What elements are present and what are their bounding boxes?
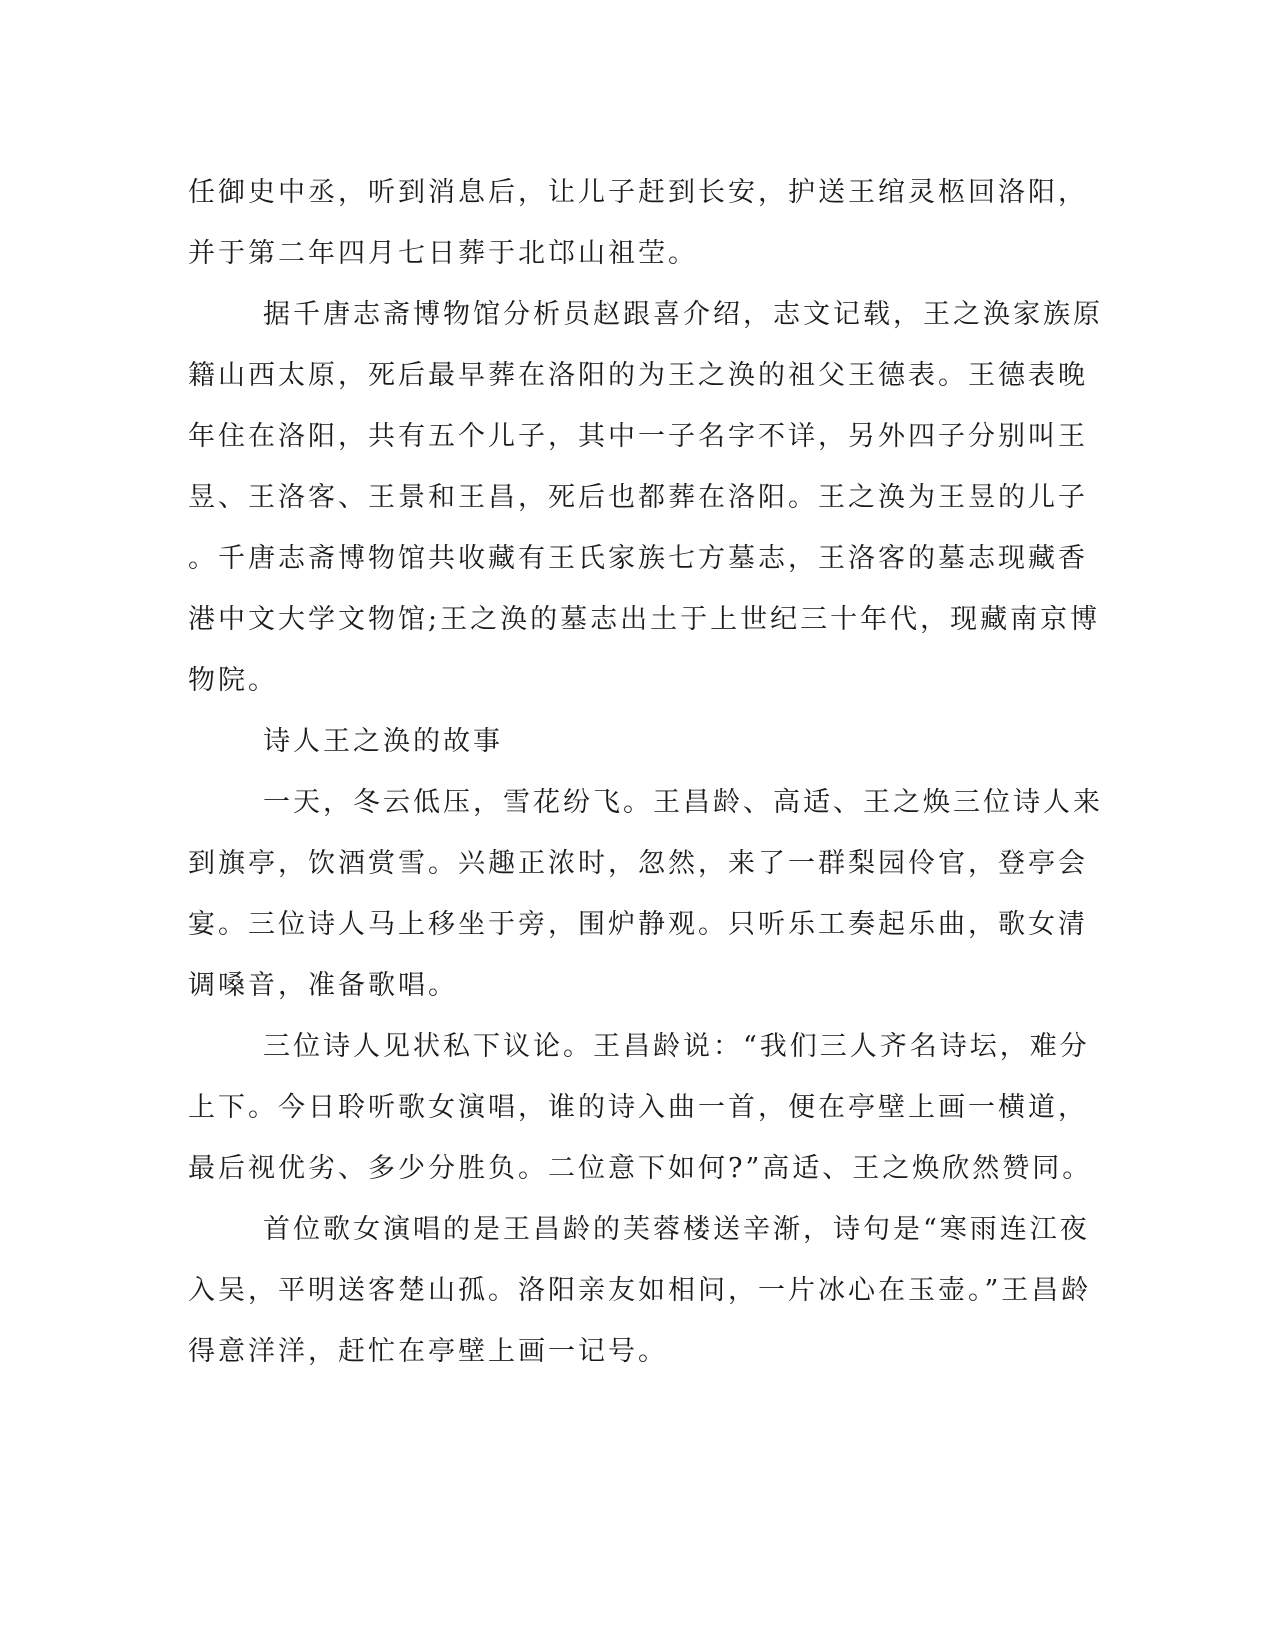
text-line: 到旗亭，饮酒赏雪。兴趣正浓时，忽然，来了一群梨园伶官，登亭会 — [188, 848, 1088, 879]
paragraph-2 — [188, 284, 1103, 711]
text-line: 籍山西太原，死后最早葬在洛阳的为王之涣的祖父王德表。王德表晚 — [188, 360, 1088, 391]
paragraph-4 — [188, 772, 1103, 1016]
text-line: 一天，冬云低压，雪花纷飞。王昌龄、高适、王之焕三位诗人来 — [263, 787, 1103, 818]
text-line: 据千唐志斋博物馆分析员赵跟喜介绍，志文记载，王之涣家族原 — [263, 299, 1103, 330]
text-line: 并于第二年四月七日葬于北邙山祖茔。 — [188, 238, 698, 269]
paragraph-1 — [188, 162, 1088, 284]
paragraph-5 — [188, 1016, 1093, 1199]
paragraph-6 — [188, 1199, 1092, 1382]
text-line: 物院。 — [188, 665, 278, 696]
text-line: 昱、王洛客、王景和王昌，死后也都葬在洛阳。王之涣为王昱的儿子 — [188, 482, 1088, 513]
text-line: 首位歌女演唱的是王昌龄的芙蓉楼送辛渐，诗句是“寒雨连江夜 — [263, 1214, 1090, 1245]
text-line: 得意洋洋，赶忙在亭壁上画一记号。 — [188, 1336, 668, 1367]
heading-text: 诗人王之涣的故事 — [263, 726, 503, 757]
document-body — [188, 162, 1103, 1382]
text-line: 调嗓音，准备歌唱。 — [188, 970, 458, 1001]
text-line: 上下。今日聆听歌女演唱，谁的诗入曲一首，便在亭壁上画一横道， — [188, 1092, 1088, 1123]
text-line: 入吴，平明送客楚山孤。洛阳亲友如相问，一片冰心在玉壶。”王昌龄 — [188, 1275, 1092, 1306]
text-line: 年住在洛阳，共有五个儿子，其中一子名字不详，另外四子分别叫王 — [188, 421, 1088, 452]
text-line: 港中文大学文物馆;王之涣的墓志出土于上世纪三十年代，现藏南京博 — [188, 604, 1101, 635]
text-line: 宴。三位诗人马上移坐于旁，围炉静观。只听乐工奏起乐曲，歌女清 — [188, 909, 1088, 940]
text-line: 三位诗人见状私下议论。王昌龄说：“我们三人齐名诗坛，难分 — [263, 1031, 1090, 1062]
text-line: 最后视优劣、多少分胜负。二位意下如何?”高适、王之焕欣然赞同。 — [188, 1153, 1093, 1184]
text-line: 任御史中丞，听到消息后，让儿子赶到长安，护送王绾灵柩回洛阳， — [188, 177, 1088, 208]
section-heading — [188, 711, 1068, 772]
text-line: 。千唐志斋博物馆共收藏有王氏家族七方墓志，王洛客的墓志现藏香 — [188, 543, 1088, 574]
